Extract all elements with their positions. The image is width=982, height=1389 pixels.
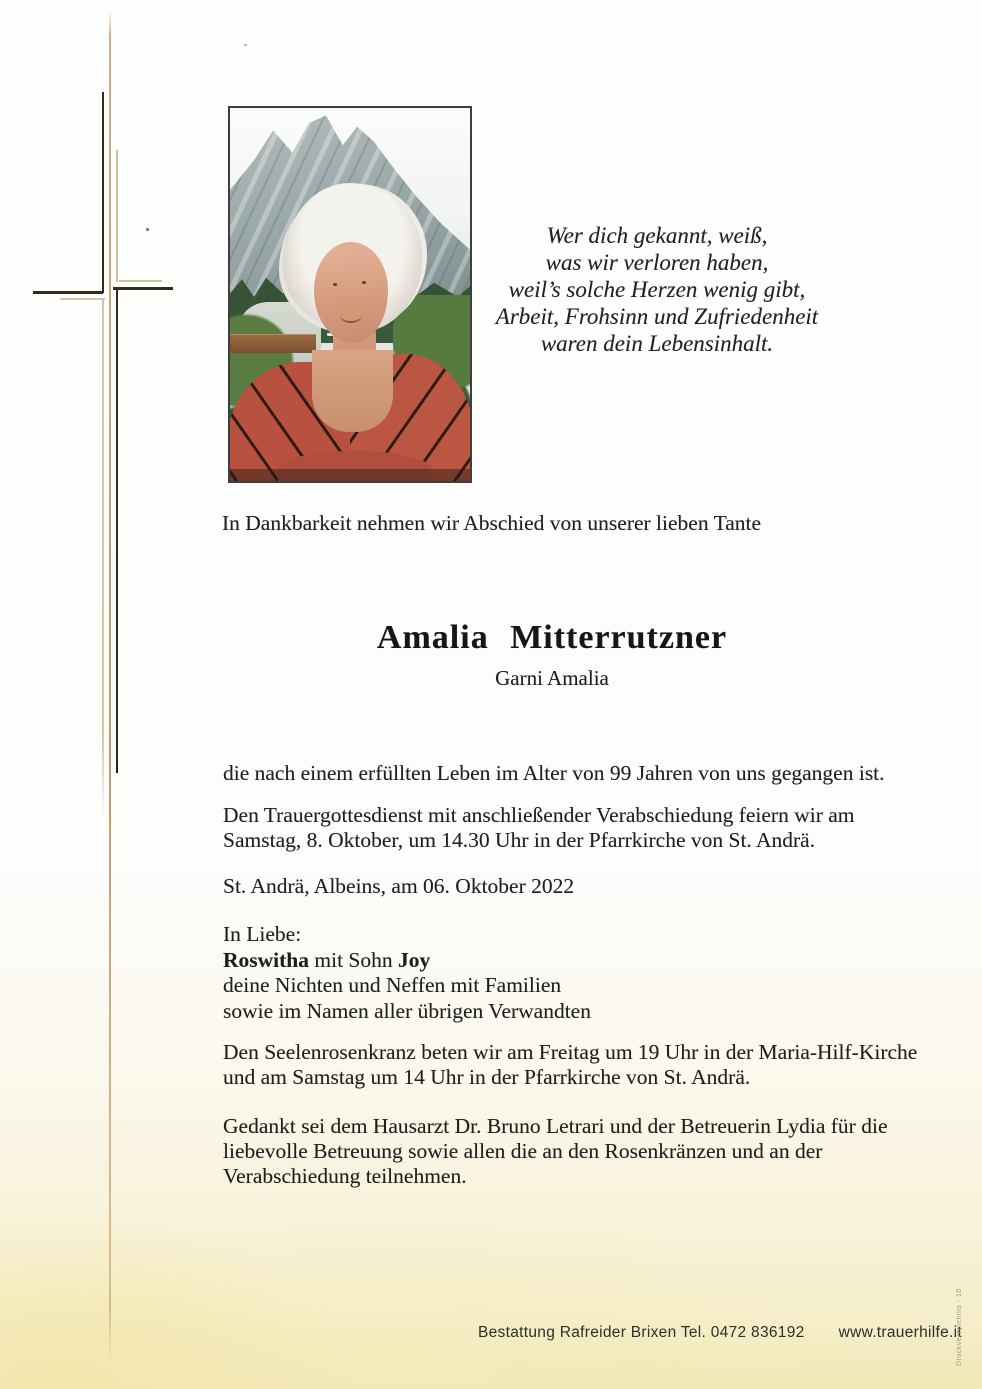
poem-line: weil’s solche Herzen wenig gibt, (508, 277, 806, 302)
funeral-home-info: Bestattung Rafreider Brixen Tel. 0472 836192 (478, 1324, 805, 1341)
cross-arm-dark-left (33, 291, 103, 294)
paragraph-line: die nach einem erfüllten Leben im Alter von 99 Jahren von uns gegangen ist. (223, 761, 885, 785)
cross-line-vertical-tan-left (102, 298, 104, 818)
cross-line-vertical-dark-top (102, 92, 104, 293)
memorial-poem (410, 222, 904, 357)
photo-balcony-rail (230, 334, 316, 354)
paragraph-line: Gedankt sei dem Hausarzt Dr. Bruno Letrari und der Betreuerin Lydia für die (223, 1114, 888, 1138)
poem-line: Arbeit, Frohsinn und Zufriedenheit (495, 304, 819, 329)
paragraph-line: Den Trauergottesdienst mit anschließender Verabschiedung feiern wir am (223, 803, 855, 827)
scan-speck (244, 44, 247, 46)
poem-line: was wir verloren haben, (545, 250, 769, 275)
photo-eye-right (362, 281, 366, 284)
poem-line: Wer dich gekannt, weiß, (546, 223, 768, 248)
cross-arm-dark-right (113, 287, 173, 290)
poem-line: waren dein Lebensinhalt. (540, 331, 774, 356)
photo-smile (340, 308, 362, 323)
paragraph-mourners (223, 922, 591, 1024)
photo-eye-left (333, 283, 337, 286)
cross-line-vertical-dark-bottom (116, 288, 118, 773)
photo-chest (312, 350, 394, 432)
paragraph-line: In Liebe: (223, 922, 302, 946)
paragraph-line: sowie im Namen aller übrigen Verwandten (223, 998, 591, 1023)
print-code: Druckverzeichnis - 10 (956, 1288, 963, 1366)
paragraph-line: Verabschiedung teilnehmen. (223, 1164, 467, 1188)
cross-line-vertical-tan-right (116, 150, 118, 282)
cross-arm-tan-right (119, 280, 162, 282)
cross-line-vertical-tan (109, 10, 111, 1362)
footer (478, 1324, 962, 1342)
mourner-name: Roswitha (223, 947, 310, 972)
website-text: www.trauerhilfe.it (838, 1324, 962, 1341)
intro-line: In Dankbarkeit nehmen wir Abschied von unserer lieben Tante (222, 511, 762, 535)
paragraph-rosary (223, 1040, 917, 1090)
paragraph-thanks (223, 1114, 887, 1189)
photo-bottom-shadow (230, 469, 470, 481)
paragraph-passing (223, 761, 885, 786)
paragraph-line: deine Nichten und Neffen mit Familien (223, 973, 562, 997)
paragraph-line: Den Seelenrosenkranz beten wir am Freitag um 19 Uhr in der Maria-Hilf-Kirche (223, 1040, 918, 1064)
paragraph-line: Samstag, 8. Oktober, um 14.30 Uhr in der Pfarrkirche von St. Andrä. (223, 828, 816, 852)
paragraph-line (223, 948, 591, 974)
paragraph-line: liebevolle Betreuung sowie allen die an den Rosenkränzen und an der (223, 1139, 823, 1163)
photo-face (314, 242, 388, 343)
paragraph-text: mit Sohn (309, 947, 399, 972)
mourner-name: Joy (398, 947, 431, 972)
deceased-name: Amalia Mitterrutzner (376, 619, 728, 656)
paragraph-place-date (223, 874, 574, 899)
paragraph-line: und am Samstag um 14 Uhr in der Pfarrkirche von St. Andrä. (223, 1065, 751, 1089)
paragraph-line: St. Andrä, Albeins, am 06. Oktober 2022 (223, 874, 575, 898)
scan-speck (146, 228, 149, 231)
paragraph-funeral-service (223, 803, 855, 853)
deceased-house-name: Garni Amalia (495, 666, 609, 690)
cross-arm-tan-left (60, 298, 105, 300)
